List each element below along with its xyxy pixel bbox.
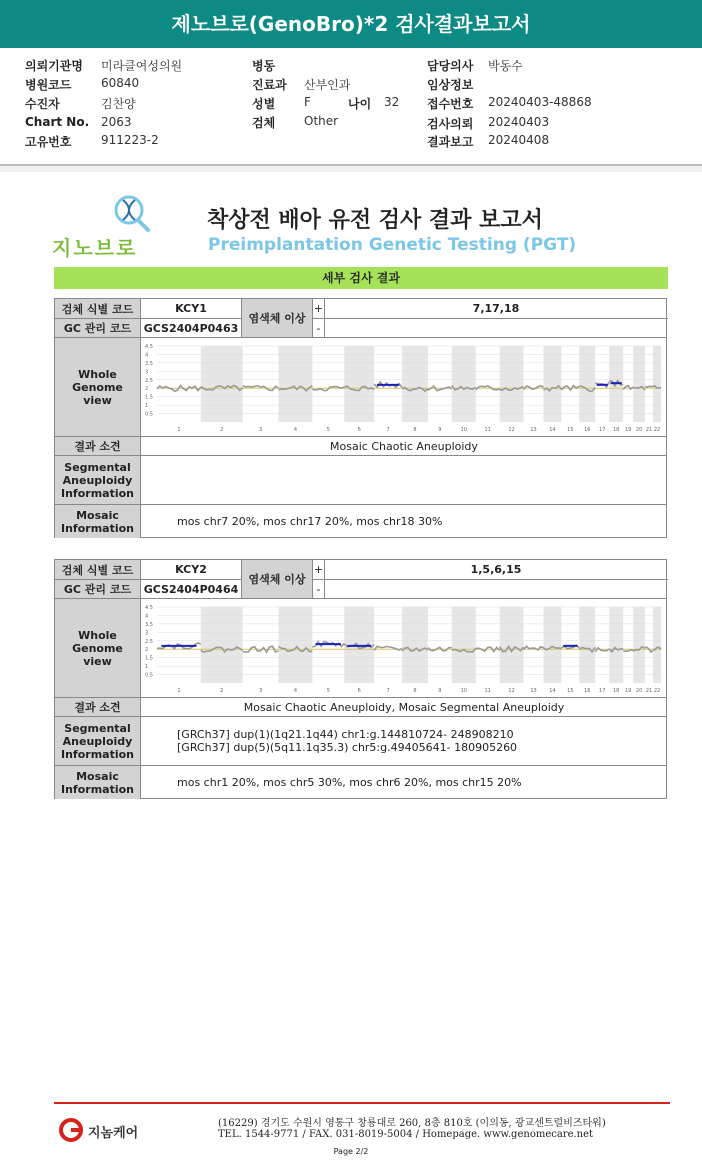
abnormal-label: 염색체 이상 [242,299,313,337]
x-tick-label: 10 [460,427,467,433]
segmental-label: Segmental Aneuploidy Information [55,456,141,504]
genome-plot-2 [141,599,667,697]
chromosome-band [633,607,645,683]
x-tick-label: 2 [220,427,224,433]
report-header-title: 제노브로(GenoBro)*2 검사결과보고서 [0,0,702,48]
x-tick-label: 9 [438,688,442,694]
segmental-line: [GRCh37] dup(5)(5q11.1q35.3) chr5:g.49405641- 180905260 [177,741,518,754]
segmental-label: Segmental Aneuploidy Information [55,717,141,765]
y-tick-label: 4.5 [145,344,153,350]
chromosome-band [579,346,595,422]
minus-sign: - [313,580,325,598]
report-title-english: Preimplantation Genetic Testing (PGT) [208,235,577,255]
gc-code-label: GC 관리 코드 [55,319,141,337]
genome-view-label: Whole Genome view [55,338,141,436]
chromosome-band [201,607,243,683]
copy-number-trace [524,386,544,390]
x-tick-label: 3 [258,688,263,694]
plus-chromosomes: 1,5,6,15 [470,563,522,576]
x-tick-label: 2 [220,688,224,694]
gc-code-label: GC 관리 코드 [55,580,141,598]
page-number: Page 2/2 [333,1147,369,1156]
y-tick-label: 1 [145,664,149,671]
chromosome-band [633,346,645,422]
x-tick-label: 21 [645,427,653,433]
chromosome-band [543,607,561,683]
x-tick-label: 20 [635,688,643,694]
y-tick-label: 3.5 [145,621,153,628]
gc-code-value: GCS2404P0463 [141,319,242,337]
y-tick-label: 4 [145,613,149,620]
copy-number-trace [374,646,402,650]
chromosome-band [402,346,428,422]
sample-code-label: 검체 식별 코드 [55,299,141,318]
x-tick-label: 1 [177,427,181,433]
x-tick-label: 16 [584,688,591,694]
finding-value: Mosaic Chaotic Aneuploidy [330,439,478,453]
section-title: 세부 검사 결과 [54,267,668,289]
minus-sign: - [313,319,325,337]
minus-chromosomes [325,319,667,337]
y-tick-label: 3.5 [145,360,153,367]
footer-contact: TEL. 1544-9771 / FAX. 031-8019-5004 / Homepage. www.genomecare.net [218,1129,594,1140]
company-name: 지놈케어 [88,1126,139,1141]
y-tick-label: 2.5 [145,377,153,384]
y-tick-label: 2 [145,647,149,654]
x-tick-label: 22 [653,427,661,433]
x-tick-label: 17 [599,688,606,694]
plus-sign: + [313,299,325,318]
x-tick-label: 11 [484,688,491,694]
x-tick-label: 8 [413,688,417,694]
result-block-1 [54,298,667,538]
x-tick-label: 13 [530,427,537,433]
mosaic-label: Mosaic Information [55,766,141,799]
chromosome-band [344,346,374,422]
x-tick-label: 18 [612,427,620,433]
x-tick-label: 17 [599,427,606,433]
abnormal-label: 염색체 이상 [242,560,313,598]
mosaic-value: mos chr7 20%, mos chr17 20%, mos chr18 30% [177,515,443,528]
segmental-line: [GRCh37] dup(1)(1q21.1q44) chr1:g.144810724- 248908210 [177,728,514,741]
y-tick-label: 0.5 [145,672,153,679]
x-tick-label: 18 [612,688,620,694]
x-tick-label: 6 [357,688,361,694]
magnifier-dna-icon [52,194,172,234]
finding-label: 결과 소견 [55,437,141,455]
y-tick-label: 4 [145,352,149,359]
copy-number-trace [623,386,633,390]
x-tick-label: 15 [567,427,574,433]
x-tick-label: 12 [508,688,515,694]
result-block-2 [54,559,667,799]
x-tick-label: 5 [326,427,330,433]
y-tick-label: 1 [145,403,149,410]
x-tick-label: 14 [549,688,556,694]
x-tick-label: 6 [357,427,361,433]
chromosome-band [279,607,313,683]
sample-code-value: KCY1 [141,299,242,318]
x-tick-label: 16 [584,427,591,433]
finding-value: Mosaic Chaotic Aneuploidy, Mosaic Segmental Aneuploidy [243,700,565,714]
finding-label: 결과 소견 [55,698,141,716]
footer-divider [54,1102,670,1104]
y-tick-label: 3 [145,630,149,637]
plus-sign: + [313,560,325,579]
genomecare-g-icon [58,1117,86,1143]
chromosome-band [452,607,476,683]
genobro-logo [52,194,172,260]
gc-code-value: GCS2404P0464 [141,580,242,598]
segmental-value [141,717,667,765]
chromosome-band [609,607,623,683]
sample-code-value: KCY2 [141,560,242,579]
sample-code-label: 검체 식별 코드 [55,560,141,579]
genome-chart-2 [141,599,667,697]
chromosome-band [653,346,661,422]
chromosome-band [543,346,561,422]
x-tick-label: 10 [460,688,467,694]
y-tick-label: 3 [145,369,149,376]
footer-address: (16229) 경기도 수원시 영통구 창룡대로 260, 8층 810호 (이의동, 광교센트럴비즈타워) [218,1118,606,1129]
chromosome-band [279,346,313,422]
x-tick-label: 19 [624,688,632,694]
x-tick-label: 20 [635,427,643,433]
segmental-value [141,456,667,504]
minus-chromosomes [325,580,667,598]
chromosome-band [452,346,476,422]
x-tick-label: 21 [645,688,653,694]
x-tick-label: 9 [438,427,442,433]
x-tick-label: 4 [293,427,298,433]
y-tick-label: 1.5 [145,394,153,401]
x-tick-label: 3 [258,427,263,433]
x-tick-label: 7 [386,427,390,433]
report-title-korean: 착상전 배아 유전 검사 결과 보고서 [207,208,543,233]
x-tick-label: 7 [386,688,390,694]
copy-number-trace [595,648,609,652]
x-tick-label: 22 [653,688,661,694]
chromosome-band [201,346,243,422]
mosaic-label: Mosaic Information [55,505,141,538]
mosaic-value: mos chr1 20%, mos chr5 30%, mos chr6 20%, mos chr15 20% [177,776,522,789]
copy-number-trace [645,386,653,387]
genomecare-logo [58,1117,148,1143]
genome-view-label: Whole Genome view [55,599,141,697]
y-tick-label: 0.5 [145,411,153,418]
chromosome-band [500,346,524,422]
x-tick-label: 5 [326,688,330,694]
x-tick-label: 1 [177,688,181,694]
x-tick-label: 15 [567,688,574,694]
x-tick-label: 8 [413,427,417,433]
x-tick-label: 19 [624,427,632,433]
x-tick-label: 11 [484,427,491,433]
chromosome-band [653,607,661,683]
chromosome-band [500,607,524,683]
x-tick-label: 4 [293,688,298,694]
copy-number-trace [623,650,633,651]
x-tick-label: 13 [530,688,537,694]
patient-info: 의뢰기관명 미라클여성의원 병원코드 60840 수진자 김찬양 Chart No. 2063 고유번호 911223-2 병동 진료과 산부인과 성별 F 나이 32 검체 Other 담당의사 박동수 임상정보 접수번호 20240403-48868 검사의뢰 20240403 결과보고 20240408 [0,48,702,166]
x-tick-label: 12 [508,427,515,433]
chromosome-band [402,607,428,683]
y-tick-label: 1.5 [145,655,153,662]
y-tick-label: 4.5 [145,605,153,611]
y-tick-label: 2.5 [145,638,153,645]
genome-chart-1 [141,338,667,436]
logo-text: 지노브로 [52,236,138,260]
y-tick-label: 2 [145,386,149,393]
section-separator [0,166,702,172]
genome-plot-1 [141,338,667,436]
plus-chromosomes: 7,17,18 [472,302,520,315]
chromosome-band [579,607,595,683]
x-tick-label: 14 [549,427,556,433]
